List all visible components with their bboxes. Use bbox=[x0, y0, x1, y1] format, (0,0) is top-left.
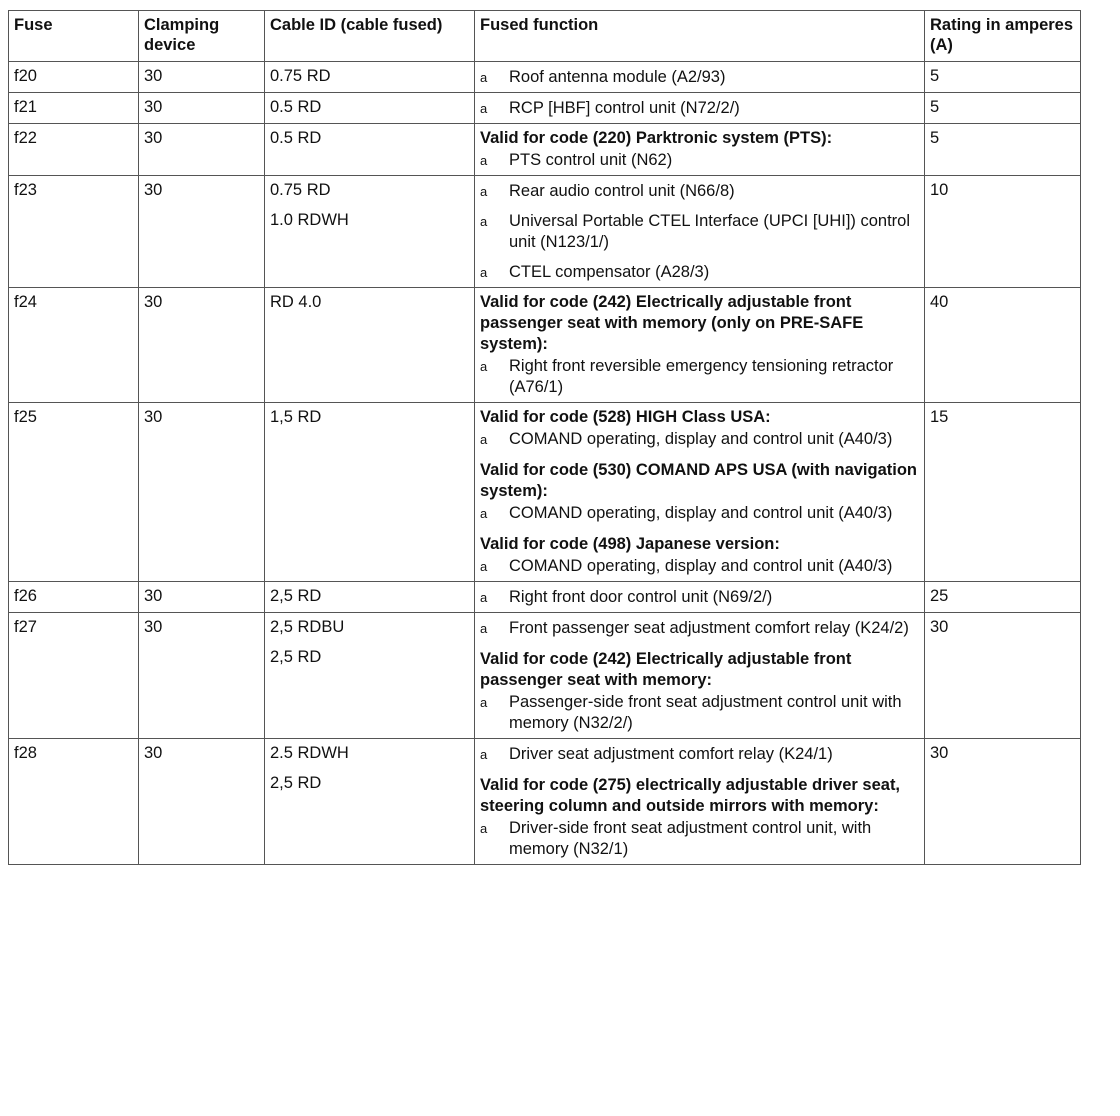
bullet-icon: a bbox=[480, 359, 488, 374]
bullet-icon: a bbox=[480, 184, 488, 199]
function-block bbox=[480, 775, 919, 860]
table-row bbox=[9, 739, 1081, 865]
function-block bbox=[480, 587, 919, 608]
validity-heading: Valid for code (528) HIGH Class USA: bbox=[480, 408, 771, 426]
table-row bbox=[9, 403, 1081, 582]
function-item bbox=[480, 211, 919, 253]
bullet-icon: a bbox=[480, 265, 488, 280]
cable-id: 0.75 RD bbox=[270, 67, 331, 85]
function-block bbox=[480, 649, 919, 734]
header-rating: Rating in amperes (A) bbox=[925, 11, 1081, 62]
function-text: COMAND operating, display and control unit (A40/3) bbox=[509, 430, 893, 448]
table-row bbox=[9, 124, 1081, 176]
function-block bbox=[480, 618, 919, 639]
bullet-icon: a bbox=[480, 747, 488, 762]
function-item bbox=[480, 262, 919, 283]
cable-id: RD 4.0 bbox=[270, 293, 322, 311]
cable-id-cell bbox=[265, 613, 475, 739]
table-row bbox=[9, 93, 1081, 124]
cable-id: 1.0 RDWH bbox=[270, 211, 349, 229]
cable-id: 2,5 RD bbox=[270, 774, 322, 792]
function-block bbox=[480, 534, 919, 577]
rating-cell: 30 bbox=[925, 739, 1081, 865]
cable-id: 1,5 RD bbox=[270, 408, 322, 426]
function-block bbox=[480, 98, 919, 119]
rating-cell: 15 bbox=[925, 403, 1081, 582]
rating-cell: 5 bbox=[925, 124, 1081, 176]
fused-function-cell bbox=[475, 124, 925, 176]
fuse-cell: f26 bbox=[9, 582, 139, 613]
rating-cell: 40 bbox=[925, 288, 1081, 403]
fuse-cell: f28 bbox=[9, 739, 139, 865]
clamping-device-cell: 30 bbox=[139, 739, 265, 865]
function-block bbox=[480, 460, 919, 524]
table-header bbox=[9, 11, 1081, 62]
function-text: Universal Portable CTEL Interface (UPCI [UHI]) control unit (N123/1/) bbox=[509, 212, 911, 251]
cable-id: 0.5 RD bbox=[270, 98, 322, 116]
fused-function-cell bbox=[475, 403, 925, 582]
fused-function-cell bbox=[475, 739, 925, 865]
clamping-device-cell: 30 bbox=[139, 124, 265, 176]
function-block bbox=[480, 128, 919, 171]
header-fused-function: Fused function bbox=[475, 11, 925, 62]
rating-cell: 30 bbox=[925, 613, 1081, 739]
fused-function-cell bbox=[475, 62, 925, 93]
bullet-icon: a bbox=[480, 590, 488, 605]
cable-id: 2,5 RD bbox=[270, 587, 322, 605]
fused-function-cell bbox=[475, 176, 925, 288]
fused-function-cell bbox=[475, 288, 925, 403]
function-block bbox=[480, 67, 919, 88]
cable-id: 0.5 RD bbox=[270, 129, 322, 147]
function-text: Roof antenna module (A2/93) bbox=[509, 68, 726, 86]
cable-id-cell bbox=[265, 739, 475, 865]
bullet-icon: a bbox=[480, 559, 488, 574]
function-text: Driver seat adjustment comfort relay (K24/1) bbox=[509, 745, 833, 763]
function-item bbox=[480, 503, 919, 524]
validity-heading: Valid for code (275) electrically adjustable driver seat, steering column and outside mirrors with memory: bbox=[480, 776, 901, 815]
table-row bbox=[9, 288, 1081, 403]
function-item bbox=[480, 692, 919, 734]
cable-id: 2.5 RDWH bbox=[270, 744, 349, 762]
fuse-cell: f23 bbox=[9, 176, 139, 288]
rating-cell: 25 bbox=[925, 582, 1081, 613]
table-row bbox=[9, 62, 1081, 93]
function-item bbox=[480, 429, 919, 450]
rating-cell: 10 bbox=[925, 176, 1081, 288]
cable-id: 2,5 RDBU bbox=[270, 618, 345, 636]
cable-id: 0.75 RD bbox=[270, 181, 331, 199]
bullet-icon: a bbox=[480, 821, 488, 836]
header-cable-id: Cable ID (cable fused) bbox=[265, 11, 475, 62]
cable-id-cell bbox=[265, 93, 475, 124]
validity-heading: Valid for code (220) Parktronic system (PTS): bbox=[480, 129, 833, 147]
function-text: Driver-side front seat adjustment control unit, with memory (N32/1) bbox=[509, 819, 872, 858]
function-text: CTEL compensator (A28/3) bbox=[509, 263, 710, 281]
rating-cell: 5 bbox=[925, 93, 1081, 124]
clamping-device-cell: 30 bbox=[139, 403, 265, 582]
cable-id-cell bbox=[265, 582, 475, 613]
clamping-device-cell: 30 bbox=[139, 62, 265, 93]
clamping-device-cell: 30 bbox=[139, 613, 265, 739]
function-block bbox=[480, 181, 919, 283]
function-text: COMAND operating, display and control unit (A40/3) bbox=[509, 504, 893, 522]
clamping-device-cell: 30 bbox=[139, 176, 265, 288]
function-item bbox=[480, 356, 919, 398]
function-text: Front passenger seat adjustment comfort relay (K24/2) bbox=[509, 619, 909, 637]
function-text: Right front reversible emergency tensioning retractor (A76/1) bbox=[509, 357, 894, 396]
function-item bbox=[480, 98, 919, 119]
validity-heading: Valid for code (242) Electrically adjustable front passenger seat with memory: bbox=[480, 650, 852, 689]
validity-heading: Valid for code (498) Japanese version: bbox=[480, 535, 780, 553]
rating-cell: 5 bbox=[925, 62, 1081, 93]
fuse-cell: f24 bbox=[9, 288, 139, 403]
table-row bbox=[9, 582, 1081, 613]
cable-id-cell bbox=[265, 62, 475, 93]
function-text: Passenger-side front seat adjustment control unit with memory (N32/2/) bbox=[509, 693, 902, 732]
fuse-cell: f21 bbox=[9, 93, 139, 124]
function-item bbox=[480, 67, 919, 88]
header-fuse: Fuse bbox=[9, 11, 139, 62]
validity-heading: Valid for code (530) COMAND APS USA (with navigation system): bbox=[480, 461, 917, 500]
function-item bbox=[480, 618, 919, 639]
bullet-icon: a bbox=[480, 214, 488, 229]
function-item bbox=[480, 818, 919, 860]
fuse-cell: f25 bbox=[9, 403, 139, 582]
bullet-icon: a bbox=[480, 153, 488, 168]
function-text: RCP [HBF] control unit (N72/2/) bbox=[509, 99, 740, 117]
function-block bbox=[480, 292, 919, 398]
cable-id-cell bbox=[265, 176, 475, 288]
table-row bbox=[9, 176, 1081, 288]
bullet-icon: a bbox=[480, 432, 488, 447]
bullet-icon: a bbox=[480, 101, 488, 116]
fused-function-cell bbox=[475, 613, 925, 739]
table-body bbox=[9, 62, 1081, 865]
clamping-device-cell: 30 bbox=[139, 288, 265, 403]
function-text: Right front door control unit (N69/2/) bbox=[509, 588, 773, 606]
function-text: COMAND operating, display and control unit (A40/3) bbox=[509, 557, 893, 575]
function-item bbox=[480, 150, 919, 171]
validity-heading: Valid for code (242) Electrically adjustable front passenger seat with memory (only on PRE-SAFE system): bbox=[480, 293, 864, 353]
function-text: Rear audio control unit (N66/8) bbox=[509, 182, 735, 200]
function-item bbox=[480, 744, 919, 765]
table-row bbox=[9, 613, 1081, 739]
bullet-icon: a bbox=[480, 695, 488, 710]
clamping-device-cell: 30 bbox=[139, 93, 265, 124]
function-block bbox=[480, 744, 919, 765]
cable-id: 2,5 RD bbox=[270, 648, 322, 666]
bullet-icon: a bbox=[480, 621, 488, 636]
fuse-cell: f20 bbox=[9, 62, 139, 93]
cable-id-cell bbox=[265, 403, 475, 582]
function-item bbox=[480, 181, 919, 202]
fuse-cell: f22 bbox=[9, 124, 139, 176]
fused-function-cell bbox=[475, 582, 925, 613]
fuse-cell: f27 bbox=[9, 613, 139, 739]
function-item bbox=[480, 556, 919, 577]
cable-id-cell bbox=[265, 124, 475, 176]
cable-id-cell bbox=[265, 288, 475, 403]
bullet-icon: a bbox=[480, 506, 488, 521]
header-clamping-device: Clamping device bbox=[139, 11, 265, 62]
header-row bbox=[9, 11, 1081, 62]
fused-function-cell bbox=[475, 93, 925, 124]
function-item bbox=[480, 587, 919, 608]
function-text: PTS control unit (N62) bbox=[509, 151, 673, 169]
fuse-table bbox=[8, 10, 1081, 865]
bullet-icon: a bbox=[480, 70, 488, 85]
function-block bbox=[480, 407, 919, 450]
clamping-device-cell: 30 bbox=[139, 582, 265, 613]
